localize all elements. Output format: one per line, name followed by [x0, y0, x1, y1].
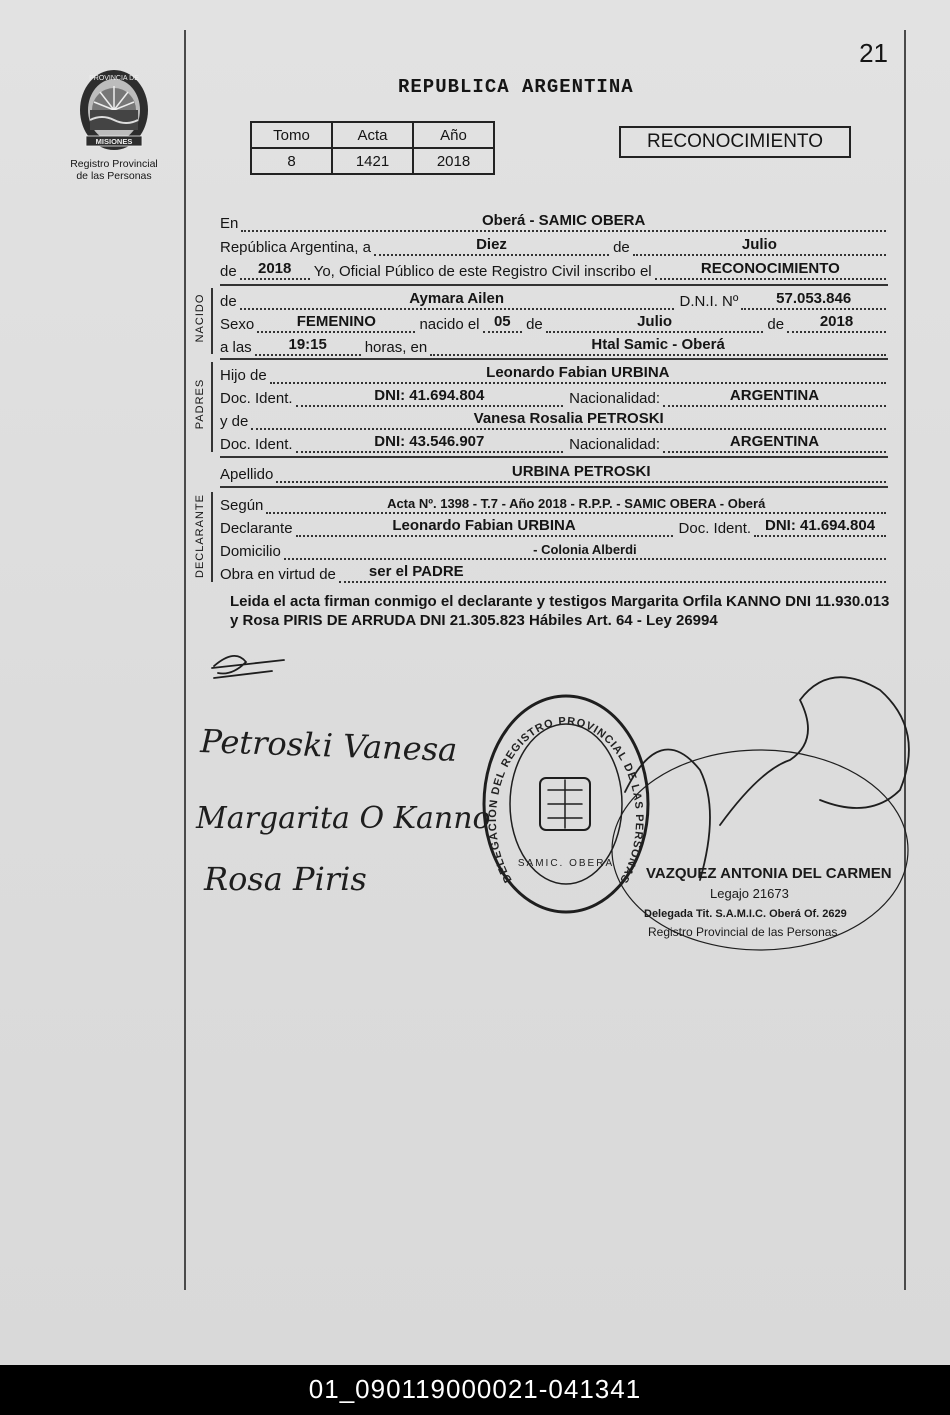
nacido-lugar: Htal Samic - Oberá: [591, 336, 725, 353]
declarante-doc: DNI: 41.694.804: [764, 517, 876, 534]
madre-nacionalidad: ARGENTINA: [729, 433, 820, 450]
line-madre-doc: Doc. Ident. DNI: 43.546.907 Nacionalidad: ARGENTINA: [220, 431, 886, 453]
declarante-nombre: Leonardo Fabian URBINA: [392, 517, 576, 534]
acta-value: 1421: [332, 148, 413, 174]
padre-nacionalidad: ARGENTINA: [729, 387, 820, 404]
nacido-nombre: Aymara Ailen: [409, 290, 504, 307]
line-obra: Obra en virtud de ser el PADRE: [220, 561, 886, 583]
signature-madre: Petroski Vanesa: [199, 722, 458, 769]
madre-nombre: Vanesa Rosalia PETROSKI: [473, 410, 664, 427]
line-inscribe: de 2018 Yo, Oficial Público de este Registro Civil inscribo el RECONOCIMIENTO: [220, 258, 886, 280]
padre-nombre: Leonardo Fabian URBINA: [486, 364, 670, 381]
signature-testigo1: Margarita O Kanno: [196, 801, 491, 836]
official-name: VAZQUEZ ANTONIA DEL CARMEN: [646, 865, 892, 882]
section-padres: PADRES: [194, 378, 206, 430]
line-nacido-nombre: de Aymara Ailen D.N.I. Nº 57.053.846: [220, 288, 886, 310]
section-nacido: NACIDO: [194, 293, 206, 343]
anio-inscribe-value: 2018: [258, 260, 292, 277]
svg-text:PROVINCIA DE: PROVINCIA DE: [89, 75, 139, 82]
mes-value: Julio: [741, 236, 777, 253]
section-declarante: DECLARANTE: [194, 494, 206, 578]
nacido-dia: 05: [493, 313, 511, 330]
obra-value: ser el PADRE: [368, 563, 464, 580]
domicilio-value: - Colonia Alberdi: [533, 542, 637, 557]
nacido-mes: Julio: [637, 313, 673, 330]
document-title: REPUBLICA ARGENTINA: [398, 76, 634, 98]
nacido-dni: 57.053.846: [776, 290, 852, 307]
apellido-value: URBINA PETROSKI: [511, 463, 651, 480]
line-nacido-sexo: Sexo FEMENINO nacido el 05 de Julio de 2018: [220, 311, 886, 333]
svg-text:MISIONES: MISIONES: [95, 137, 133, 146]
anio-header: Año: [413, 122, 494, 148]
padre-doc: DNI: 41.694.804: [374, 387, 485, 404]
line-en: En Oberá - SAMIC OBERA: [220, 210, 886, 232]
official-cargo: Delegada Tit. S.A.M.I.C. Oberá Of. 2629: [644, 908, 847, 920]
en-value: Oberá - SAMIC OBERA: [482, 212, 646, 229]
line-declarante: Declarante Leonardo Fabian URBINA Doc. Ident. DNI: 41.694.804: [220, 515, 886, 537]
nacido-sexo: FEMENINO: [296, 313, 376, 330]
line-madre: y de Vanesa Rosalia PETROSKI: [220, 408, 886, 430]
signature-testigo2: Rosa Piris: [204, 860, 367, 898]
line-padre-doc: Doc. Ident. DNI: 41.694.804 Nacionalidad: ARGENTINA: [220, 385, 886, 407]
acta-header: Acta: [332, 122, 413, 148]
nacido-hora: 19:15: [288, 336, 327, 353]
seal-city: SAMIC. OBERA: [517, 858, 615, 869]
nacido-anio: 2018: [819, 313, 854, 330]
madre-doc: DNI: 43.546.907: [374, 433, 485, 450]
page-number: 21: [859, 38, 888, 68]
segun-value: Acta Nº. 1398 - T.7 - Año 2018 - R.P.P. - SAMIC OBERA - Oberá: [387, 496, 766, 511]
line-nacido-hora: a las 19:15 horas, en Htal Samic - Oberá: [220, 334, 886, 356]
official-legajo: Legajo 21673: [710, 886, 789, 901]
line-domicilio: Domicilio - Colonia Alberdi: [220, 538, 886, 560]
line-padre: Hijo de Leonardo Fabian URBINA: [220, 362, 886, 384]
record-type-box: RECONOCIMIENTO: [619, 126, 851, 158]
tomo-header: Tomo: [251, 122, 332, 148]
line-apellido: Apellido URBINA PETROSKI: [220, 461, 886, 483]
closing-paragraph: Leida el acta firman conmigo el declarante y testigos Margarita Orfila KANNO DNI 11.930.013 y Rosa PIRIS DE ARRUDA DNI 21.305.823 Hábiles Art. 64 - Ley 26994: [230, 593, 890, 629]
tomo-value: 8: [251, 148, 332, 174]
anio-value: 2018: [413, 148, 494, 174]
official-registro: Registro Provincial de las Personas: [648, 925, 838, 939]
line-segun: Según Acta Nº. 1398 - T.7 - Año 2018 - R.P.P. - SAMIC OBERA - Oberá: [220, 492, 886, 514]
line-republica: República Argentina, a Diez de Julio: [220, 234, 886, 256]
seal-text: DELEGACION DEL REGISTRO PROVINCIAL DE LAS PERSONAS: [486, 715, 646, 886]
document-code: 01_090119000021-041341: [0, 1365, 950, 1415]
dia-value: Diez: [476, 236, 507, 253]
inscribe-value: RECONOCIMIENTO: [700, 260, 840, 277]
registry-name: Registro Provincial de las Personas: [70, 158, 158, 182]
